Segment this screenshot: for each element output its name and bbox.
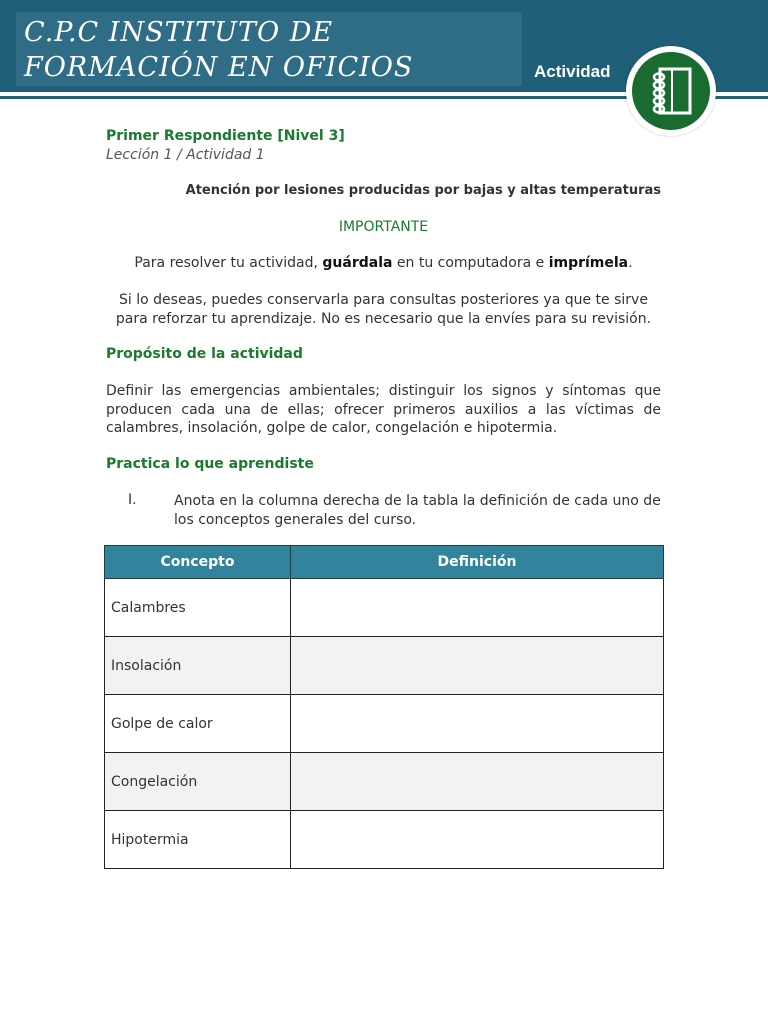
concept-cell: Insolación <box>105 637 291 695</box>
concept-cell: Congelación <box>105 753 291 811</box>
institute-title-box <box>16 12 522 86</box>
table-header-row <box>105 546 664 579</box>
concept-cell: Hipotermia <box>105 811 291 869</box>
table-row <box>105 637 664 695</box>
lesson-subtitle: Lección 1 / Actividad 1 <box>106 147 265 163</box>
table-row <box>105 695 664 753</box>
table-row <box>105 811 664 869</box>
note-paragraph: Si lo deseas, puedes conservarla para consultas posteriores ya que te sirve para reforzar tu aprendizaje. No es necesario que la envíes para su revisión. <box>115 292 652 327</box>
instructions <box>106 255 661 271</box>
definition-cell[interactable] <box>291 811 664 869</box>
topic-heading: Atención por lesiones producidas por bajas y altas temperaturas <box>185 183 661 198</box>
practice-heading: Practica lo que aprendiste <box>106 456 314 472</box>
table-row <box>105 753 664 811</box>
instr-bold-print: imprímela <box>548 255 629 271</box>
purpose-text: Definir las emergencias ambientales; distinguir los signos y síntomas que producen cada una de ellas; ofrecer primeros auxilios a las víctimas de calambres, insolación, golpe de calor, congelación e hipotermia. <box>106 383 661 436</box>
definition-cell[interactable] <box>291 637 664 695</box>
course-title: Primer Respondiente [Nivel 3] <box>106 128 345 144</box>
concepts-table <box>104 545 664 869</box>
institute-title-line2: FORMACIÓN EN OFICIOS <box>24 52 414 83</box>
table-row <box>105 579 664 637</box>
column-header-definicion: Definición <box>291 546 664 579</box>
list-item-text: Anota en la columna derecha de la tabla la definición de cada uno de los conceptos generales del curso. <box>174 493 661 528</box>
definition-cell[interactable] <box>291 695 664 753</box>
activity-logo <box>626 46 716 136</box>
institute-title-line1: C.P.C INSTITUTO DE <box>24 17 334 48</box>
definition-cell[interactable] <box>291 753 664 811</box>
column-header-concepto: Concepto <box>105 546 291 579</box>
instr-bold-save: guárdala <box>322 255 393 271</box>
importante-label: IMPORTANTE <box>338 219 429 235</box>
instr-text-3: . <box>628 255 633 271</box>
section-label: Actividad <box>534 62 611 81</box>
purpose-heading: Propósito de la actividad <box>106 346 303 362</box>
instr-text-1: Para resolver tu actividad, <box>134 255 323 271</box>
definition-cell[interactable] <box>291 579 664 637</box>
concept-cell: Golpe de calor <box>105 695 291 753</box>
list-item-number: I. <box>128 492 137 508</box>
notebook-icon <box>646 63 696 119</box>
concept-cell: Calambres <box>105 579 291 637</box>
instr-text-2: en tu computadora e <box>392 255 549 271</box>
